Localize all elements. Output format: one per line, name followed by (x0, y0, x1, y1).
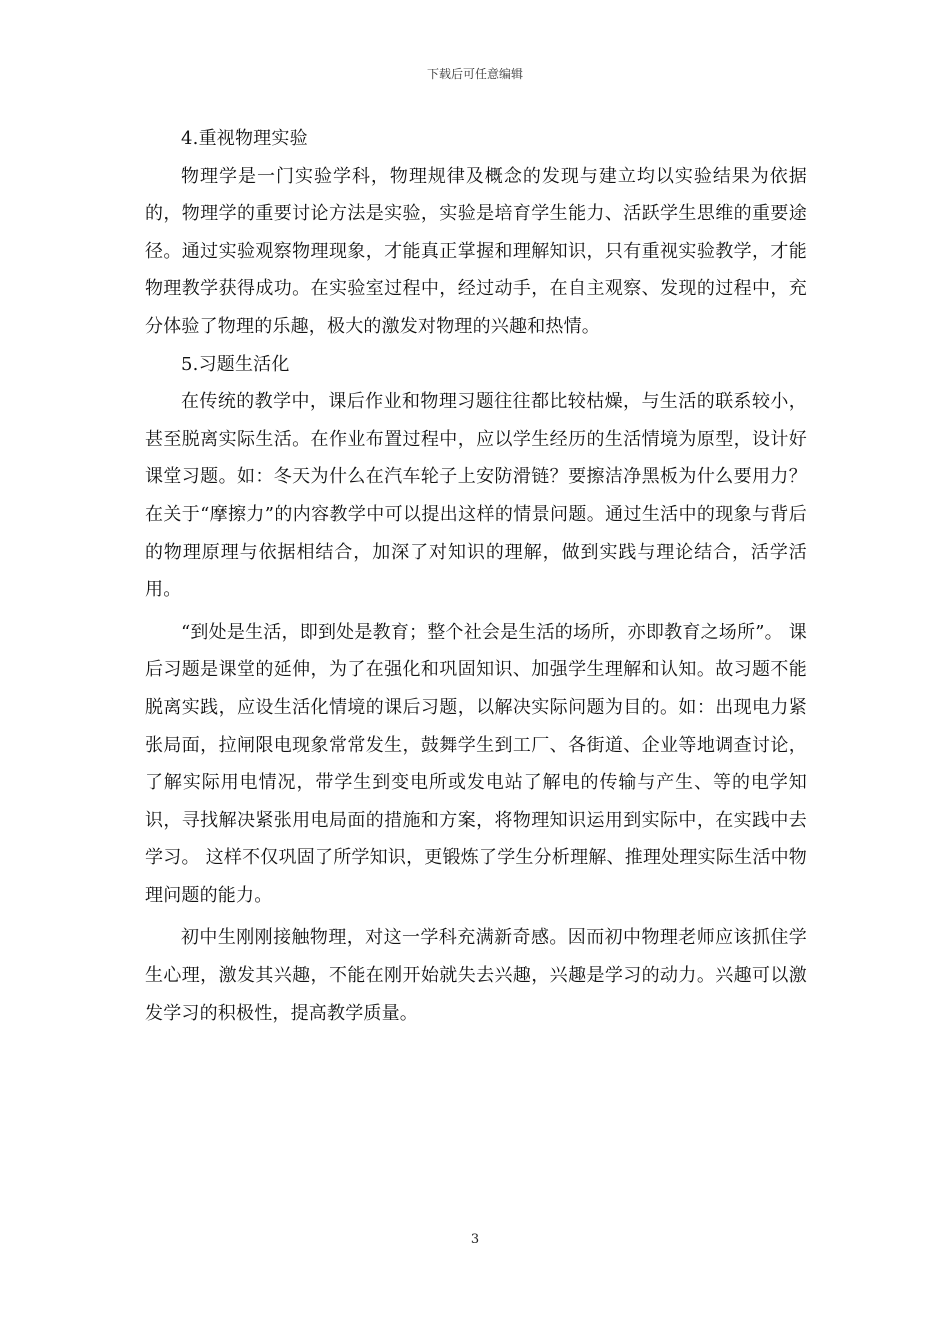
paragraph-life-education: “到处是生活，即到处是教育；整个社会是生活的场所，亦即教育之场所”。 课后习题是课堂的延伸，为了在强化和巩固知识、加强学生理解和认知。故习题不能脱离实践，应设生活化情境的课后习题，以解决实际问题为目的。如：出现电力紧张局面，拉闸限电现象常常发生，鼓舞学生到工厂、各街道、企业等地调查讨论，了解实际用电情况，带学生到变电所或发电站了解电的传输与产生、等的电学知识，寻找解决紧张用电局面的措施和方案，将物理知识运用到实际中，在实践中去学习。 这样不仅巩固了所学知识，更锻炼了学生分析理解、推理处理实际生活中物理问题的能力。 (145, 621, 807, 906)
paragraph-physics-experiment: 物理学是一门实验学科，物理规律及概念的发现与建立均以实验结果为依据的，物理学的重要讨论方法是实验，实验是培育学生能力、活跃学生思维的重要途径。通过实验观察物理现象，才能真正掌握和理解知识，只有重视实验教学，才能物理教学获得成功。在实验室过程中，经过动手，在自主观察、发现的过程中，充分体验了物理的乐趣，极大的激发对物理的兴趣和热情。 (145, 165, 807, 337)
paragraph-traditional-teaching: 在传统的教学中，课后作业和物理习题往往都比较枯燥，与生活的联系较小，甚至脱离实际生活。在作业布置过程中，应以学生经历的生活情境为原型，设计好课堂习题。如：冬天为什么在汽车轮子上安防滑链？要擦洁净黑板为什么要用力？在关于“摩擦力”的内容教学中可以提出这样的情景问题。通过生活中的现象与背后的物理原理与依据相结合，加深了对知识的理解，做到实践与理论结合，活学活用。 (145, 391, 807, 601)
section-heading-5: 5.习题生活化 (181, 353, 290, 375)
page-header: 下载后可任意编辑 (426, 67, 523, 81)
page-number: 3 (470, 1232, 480, 1247)
paragraph-junior-students: 初中生刚刚接触物理，对这一学科充满新奇感。因而初中物理老师应该抓住学生心理，激发其兴趣，不能在刚开始就失去兴趣，兴趣是学习的动力。兴趣可以激发学习的积极性，提高教学质量。 (145, 927, 807, 1024)
document-body (145, 120, 807, 1032)
section-heading-4: 4.重视物理实验 (181, 128, 308, 149)
